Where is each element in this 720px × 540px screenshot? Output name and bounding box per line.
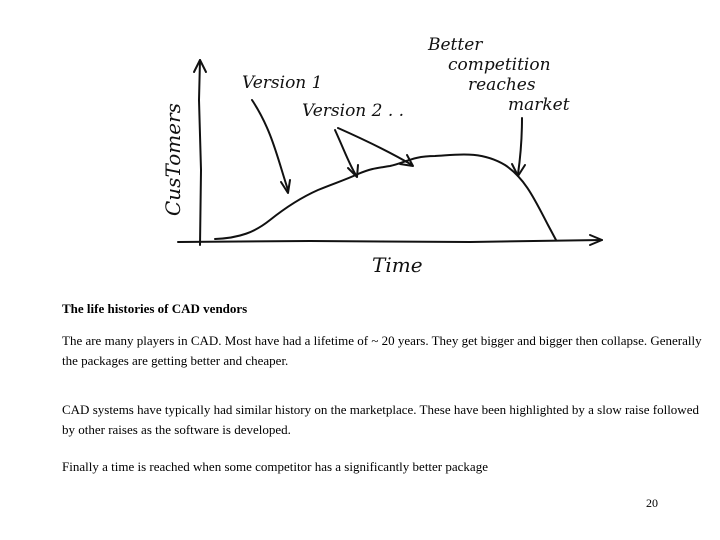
customer-lifecycle-sketch xyxy=(150,20,610,280)
competition-arrow xyxy=(518,118,522,174)
x-axis xyxy=(178,240,602,242)
competition-label-line-1: Better xyxy=(428,35,483,55)
paragraph-cad-history: CAD systems have typically had similar history on the marketplace. These have been highlighted by a slow raise followed by other raises as the software is developed. xyxy=(62,402,699,437)
competition-label-line-3: reaches xyxy=(468,75,536,95)
version1-arrow xyxy=(252,100,288,190)
y-axis-label: CusTomers xyxy=(161,103,185,216)
page-number: 20 xyxy=(646,496,658,510)
customer-curve xyxy=(215,154,556,240)
paragraph-cad-players: The are many players in CAD. Most have had a lifetime of ~ 20 years. They get bigger and bigger then collapse. Generally the packages are getting better and cheaper. xyxy=(62,333,702,368)
x-axis-label: Time xyxy=(372,253,423,277)
y-axis xyxy=(199,60,201,245)
paragraph-competitor: Finally a time is reached when some competitor has a significantly better package xyxy=(62,459,488,474)
version2-label: Version 2 . . xyxy=(302,101,405,121)
competition-label-line-4: market xyxy=(508,95,570,115)
version1-label: Version 1 xyxy=(242,73,323,93)
slide-heading: The life histories of CAD vendors xyxy=(62,301,248,316)
competition-label-line-2: competition xyxy=(448,55,551,75)
version2-arrow-2 xyxy=(338,128,412,165)
version2-arrow-1 xyxy=(335,130,356,175)
